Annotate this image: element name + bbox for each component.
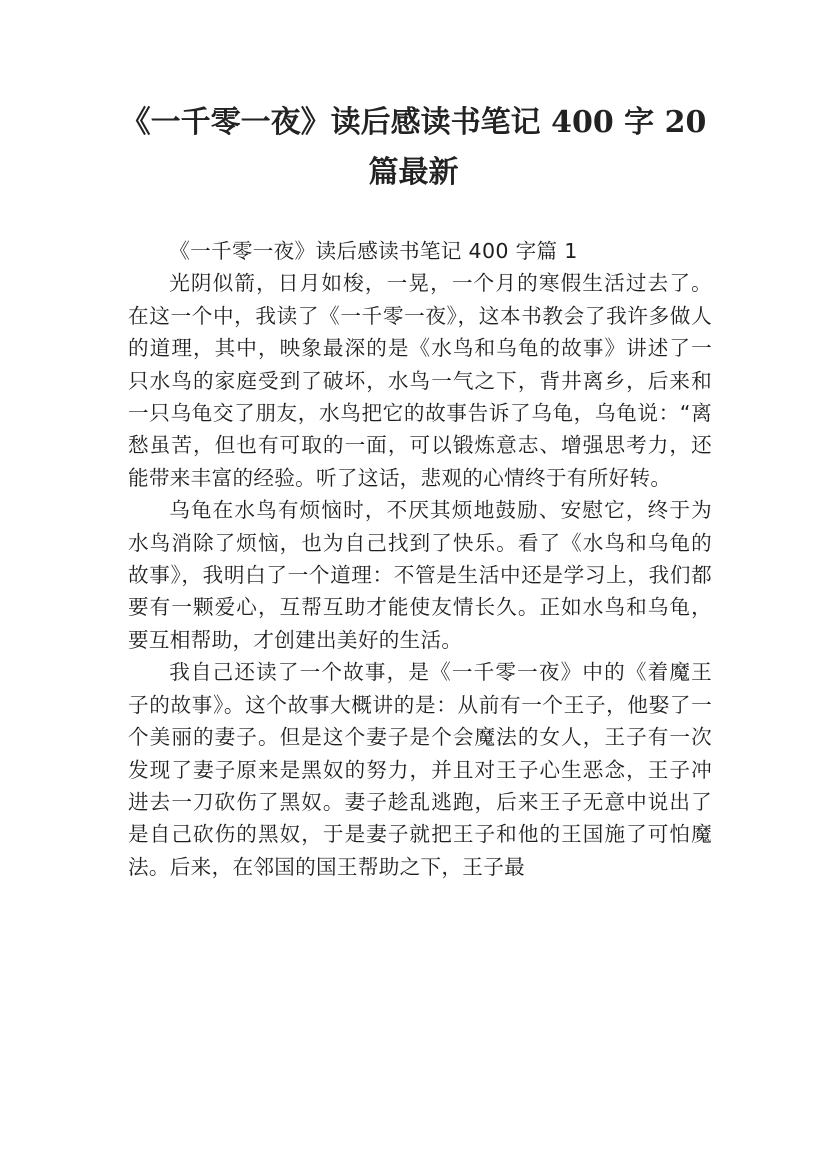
paragraph-1: 光阴似箭，日月如梭，一晃，一个月的寒假生活过去了。在这一个中，我读了《一千零一夜》，这本书教会了我许多做人的道理，其中，映象最深的是《水鸟和乌龟的故事》讲述了一只水鸟的家庭受到了破坏，水鸟一气之下，背井离乡，后来和一只乌龟交了朋友，水鸟把它的故事告诉了乌龟，乌龟说：“离愁虽苦，但也有可取的一面，可以锻炼意志、增强思考力，还能带来丰富的经验。听了这话，悲观的心情终于有所好转。	[128, 271, 712, 490]
section-heading: 《一千零一夜》读后感读书笔记 400 字篇 1	[169, 239, 578, 263]
document-title	[0, 98, 827, 198]
title-line-1: 《一千零一夜》读后感读书笔记 400 字 20	[120, 105, 707, 140]
title-line-2: 篇最新	[368, 155, 459, 190]
paragraph-3: 我自己还读了一个故事，是《一千零一夜》中的《着魔王子的故事》。这个故事大概讲的是：从前有一个王子，他娶了一个美丽的妻子。但是这个妻子是个会魔法的女人，王子有一次发现了妻子原来是黑奴的努力，并且对王子心生恶念，王子冲进去一刀砍伤了黑奴。妻子趁乱逃跑，后来王子无意中说出了是自己砍伤的黑奴，于是妻子就把王子和他的王国施了可怕魔法。后来，在邻国的国王帮助之下，王子最	[128, 660, 712, 879]
paragraph-2: 乌龟在水鸟有烦恼时，不厌其烦地鼓励、安慰它，终于为水鸟消除了烦恼，也为自己找到了快乐。看了《水鸟和乌龟的故事》，我明白了一个道理：不管是生活中还是学习上，我们都要有一颗爱心，互帮互助才能使友情长久。正如水鸟和乌龟，要互相帮助，才创建出美好的生活。	[128, 498, 712, 652]
document-body	[128, 235, 712, 883]
